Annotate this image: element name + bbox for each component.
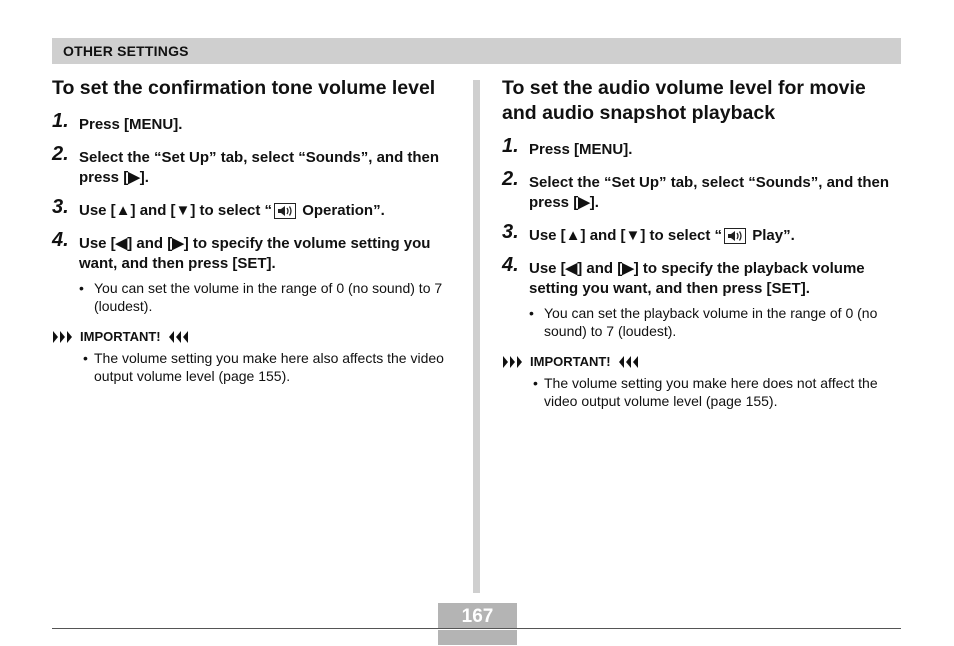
step-text: Press [MENU]. [529, 141, 633, 158]
left-pointing-arrows-icon [616, 356, 638, 368]
column-divider [473, 80, 480, 593]
bullet-text: You can set the volume in the range of 0 (no sound) to 7 (loudest). [94, 280, 443, 314]
bullet-dot-icon: • [533, 375, 538, 391]
right-bullet-note [502, 304, 902, 340]
bullet-text: You can set the playback volume in the range of 0 (no sound) to 7 (loudest). [544, 305, 878, 339]
important-text: The volume setting you make here does not affect the video output volume level (page 155). [544, 375, 878, 409]
right-important-note [502, 374, 902, 410]
left-column [52, 76, 452, 385]
right-step-2 [502, 168, 902, 213]
right-step-3 [502, 221, 902, 246]
step-text-after: Operation”. [298, 202, 385, 219]
section-title: OTHER SETTINGS [63, 43, 189, 59]
step-text-after: Play”. [748, 227, 795, 244]
important-text: The volume setting you make here also affects the video output volume level (page 155). [94, 350, 444, 384]
left-pointing-arrows-icon [166, 331, 188, 343]
right-important-heading [502, 354, 902, 369]
bullet-dot-icon: • [83, 350, 88, 366]
step-text [79, 201, 452, 221]
important-label: IMPORTANT! [530, 354, 611, 369]
left-step-3 [52, 196, 452, 221]
step-text: Press [MENU]. [79, 116, 183, 133]
right-heading: To set the audio volume level for movie and audio snapshot playback [502, 77, 866, 124]
page-number-tab-base [438, 630, 517, 645]
right-step-4 [502, 254, 902, 299]
section-header-bar [52, 38, 901, 64]
page-number: 167 [461, 606, 494, 627]
left-step-4 [52, 229, 452, 274]
step-number: 4. [502, 254, 519, 276]
step-text: Use [◀] and [▶] to specify the volume setting you want, and then press [SET]. [79, 235, 431, 272]
step-text: Select the “Set Up” tab, select “Sounds”, and then press [▶]. [79, 149, 440, 186]
right-column [502, 76, 902, 410]
step-number: 1. [502, 135, 519, 157]
step-number: 1. [52, 110, 69, 132]
step-number: 4. [52, 229, 69, 251]
step-number: 2. [502, 168, 519, 190]
left-step-1 [52, 110, 452, 135]
right-pointing-arrows-icon [53, 331, 75, 343]
bullet-dot-icon: • [79, 280, 84, 296]
step-number: 3. [52, 196, 69, 218]
step-text-before: Use [▲] and [▼] to select “ [79, 202, 273, 219]
right-pointing-arrows-icon [503, 356, 525, 368]
left-step-2 [52, 143, 452, 188]
speaker-icon [274, 203, 296, 219]
step-number: 3. [502, 221, 519, 243]
step-text-before: Use [▲] and [▼] to select “ [529, 227, 723, 244]
page-number-tab [438, 603, 517, 628]
page-number-box [438, 603, 517, 644]
step-text [529, 226, 902, 246]
left-heading: To set the confirmation tone volume level [52, 77, 436, 99]
left-important-heading [52, 329, 452, 344]
left-important-note [52, 349, 452, 385]
right-step-1 [502, 135, 902, 160]
important-label: IMPORTANT! [80, 329, 161, 344]
step-number: 2. [52, 143, 69, 165]
left-bullet-note [52, 279, 452, 315]
step-text: Select the “Set Up” tab, select “Sounds”, and then press [▶]. [529, 174, 890, 211]
speaker-icon [724, 228, 746, 244]
bullet-dot-icon: • [529, 305, 534, 321]
step-text: Use [◀] and [▶] to specify the playback volume setting you want, and then press [SET]. [529, 260, 865, 297]
